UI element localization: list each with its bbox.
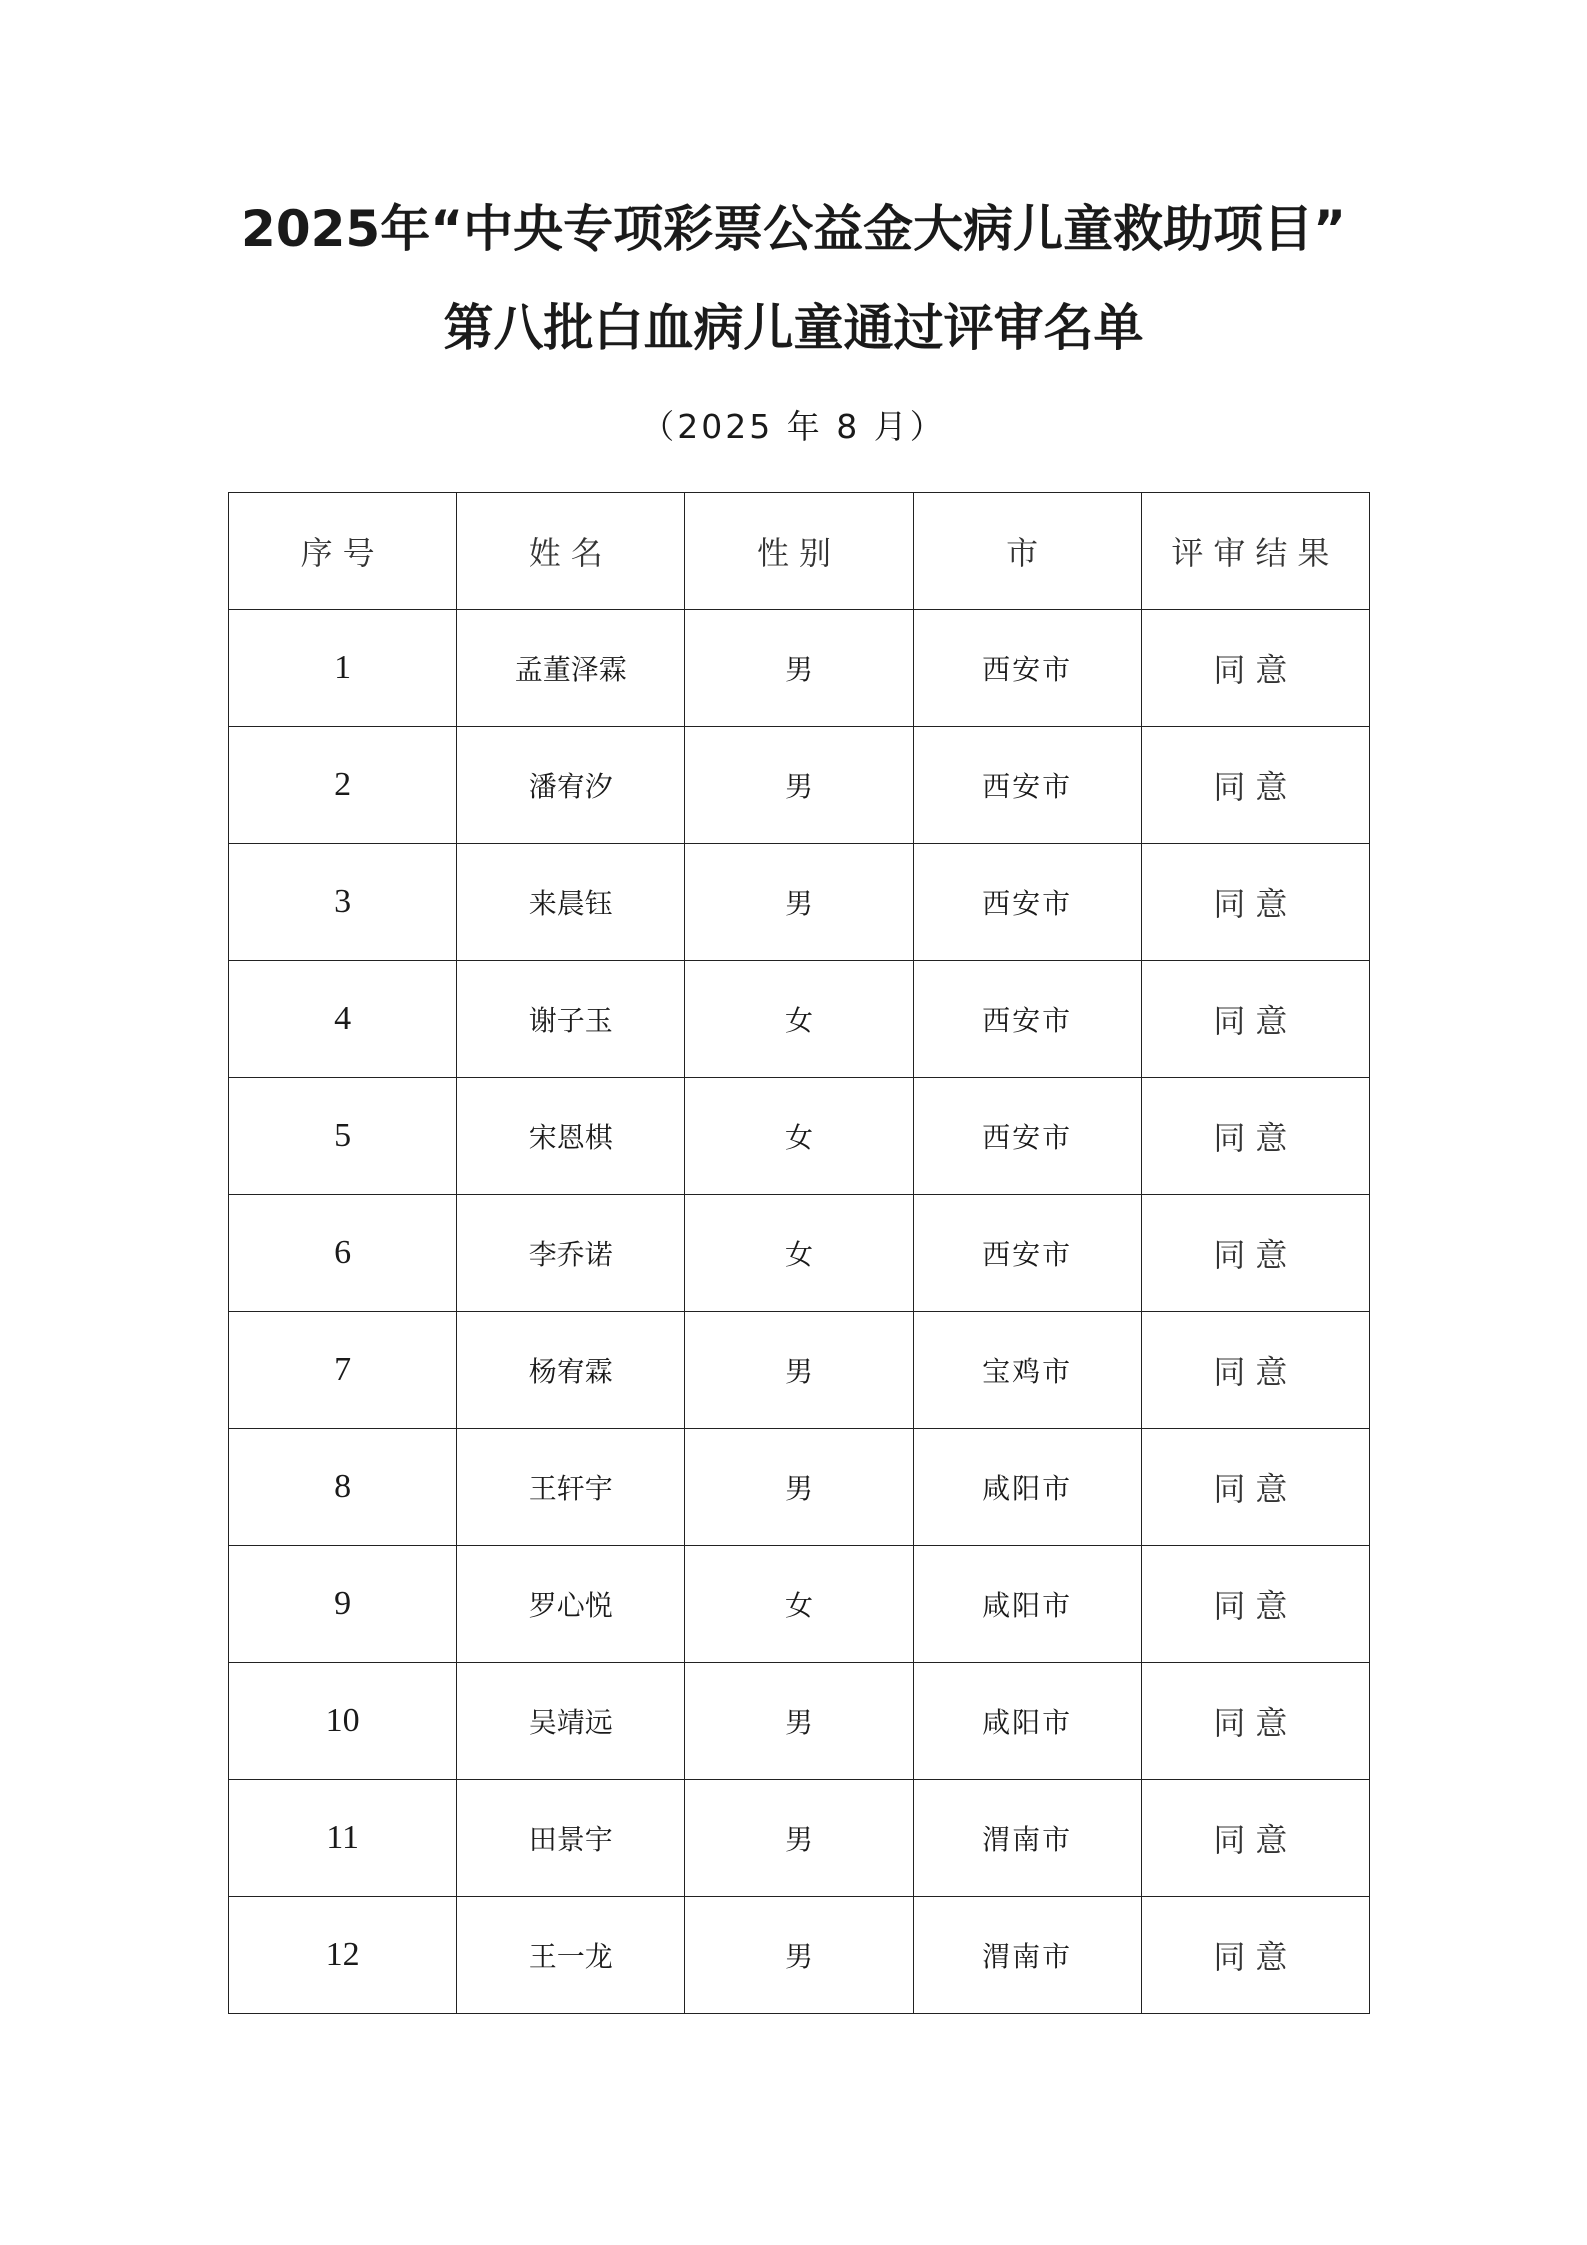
cell-result: 同意 (1141, 1897, 1369, 2014)
cell-gender: 女 (685, 1078, 913, 1195)
table-row (229, 1312, 1370, 1429)
cell-index: 10 (229, 1663, 457, 1780)
cell-gender: 男 (685, 1312, 913, 1429)
cell-name: 罗心悦 (457, 1546, 685, 1663)
cell-gender: 女 (685, 1195, 913, 1312)
approval-table (228, 492, 1370, 2014)
cell-city: 渭南市 (913, 1780, 1141, 1897)
header-name: 姓名 (457, 493, 685, 610)
cell-city: 咸阳市 (913, 1663, 1141, 1780)
cell-result: 同意 (1141, 1546, 1369, 1663)
cell-city: 宝鸡市 (913, 1312, 1141, 1429)
cell-index: 11 (229, 1780, 457, 1897)
cell-gender: 男 (685, 1663, 913, 1780)
cell-gender: 女 (685, 1546, 913, 1663)
cell-index: 4 (229, 961, 457, 1078)
header-result: 评审结果 (1141, 493, 1369, 610)
cell-city: 西安市 (913, 1195, 1141, 1312)
cell-index: 1 (229, 610, 457, 727)
cell-city: 西安市 (913, 1078, 1141, 1195)
cell-city: 西安市 (913, 844, 1141, 961)
cell-index: 9 (229, 1546, 457, 1663)
cell-name: 杨宥霖 (457, 1312, 685, 1429)
document-date: （2025 年 8 月） (641, 407, 946, 446)
cell-name: 孟董泽霖 (457, 610, 685, 727)
cell-city: 咸阳市 (913, 1546, 1141, 1663)
cell-result: 同意 (1141, 844, 1369, 961)
table-row (229, 1195, 1370, 1312)
cell-name: 潘宥汐 (457, 727, 685, 844)
header-city: 市 (913, 493, 1141, 610)
cell-name: 吴靖远 (457, 1663, 685, 1780)
cell-name: 谢子玉 (457, 961, 685, 1078)
cell-gender: 男 (685, 1780, 913, 1897)
cell-result: 同意 (1141, 1078, 1369, 1195)
cell-index: 5 (229, 1078, 457, 1195)
cell-index: 7 (229, 1312, 457, 1429)
header-index: 序号 (229, 493, 457, 610)
cell-gender: 女 (685, 961, 913, 1078)
cell-gender: 男 (685, 727, 913, 844)
cell-name: 王轩宇 (457, 1429, 685, 1546)
table-row (229, 610, 1370, 727)
cell-name: 田景宇 (457, 1780, 685, 1897)
table-header-row (229, 493, 1370, 610)
table-row (229, 844, 1370, 961)
cell-result: 同意 (1141, 1195, 1369, 1312)
cell-city: 西安市 (913, 727, 1141, 844)
cell-result: 同意 (1141, 1312, 1369, 1429)
table-row (229, 1546, 1370, 1663)
cell-gender: 男 (685, 1897, 913, 2014)
cell-name: 宋恩棋 (457, 1078, 685, 1195)
cell-index: 3 (229, 844, 457, 961)
table-row (229, 1780, 1370, 1897)
cell-index: 12 (229, 1897, 457, 2014)
cell-name: 李乔诺 (457, 1195, 685, 1312)
cell-result: 同意 (1141, 727, 1369, 844)
table-row (229, 1897, 1370, 2014)
cell-result: 同意 (1141, 961, 1369, 1078)
document-title-line-2: 第八批白血病儿童通过评审名单 (443, 299, 1144, 357)
table-row (229, 727, 1370, 844)
cell-index: 8 (229, 1429, 457, 1546)
cell-city: 西安市 (913, 961, 1141, 1078)
cell-city: 西安市 (913, 610, 1141, 727)
table-row (229, 1429, 1370, 1546)
cell-result: 同意 (1141, 1429, 1369, 1546)
cell-result: 同意 (1141, 610, 1369, 727)
cell-gender: 男 (685, 844, 913, 961)
cell-city: 渭南市 (913, 1897, 1141, 2014)
table-row (229, 1078, 1370, 1195)
cell-city: 咸阳市 (913, 1429, 1141, 1546)
cell-index: 2 (229, 727, 457, 844)
document-title-line-1: 2025年“中央专项彩票公益金大病儿童救助项目” (241, 200, 1346, 258)
cell-gender: 男 (685, 610, 913, 727)
table-row (229, 1663, 1370, 1780)
cell-name: 来晨钰 (457, 844, 685, 961)
cell-result: 同意 (1141, 1663, 1369, 1780)
cell-index: 6 (229, 1195, 457, 1312)
cell-gender: 男 (685, 1429, 913, 1546)
header-gender: 性别 (685, 493, 913, 610)
cell-name: 王一龙 (457, 1897, 685, 2014)
cell-result: 同意 (1141, 1780, 1369, 1897)
table-row (229, 961, 1370, 1078)
